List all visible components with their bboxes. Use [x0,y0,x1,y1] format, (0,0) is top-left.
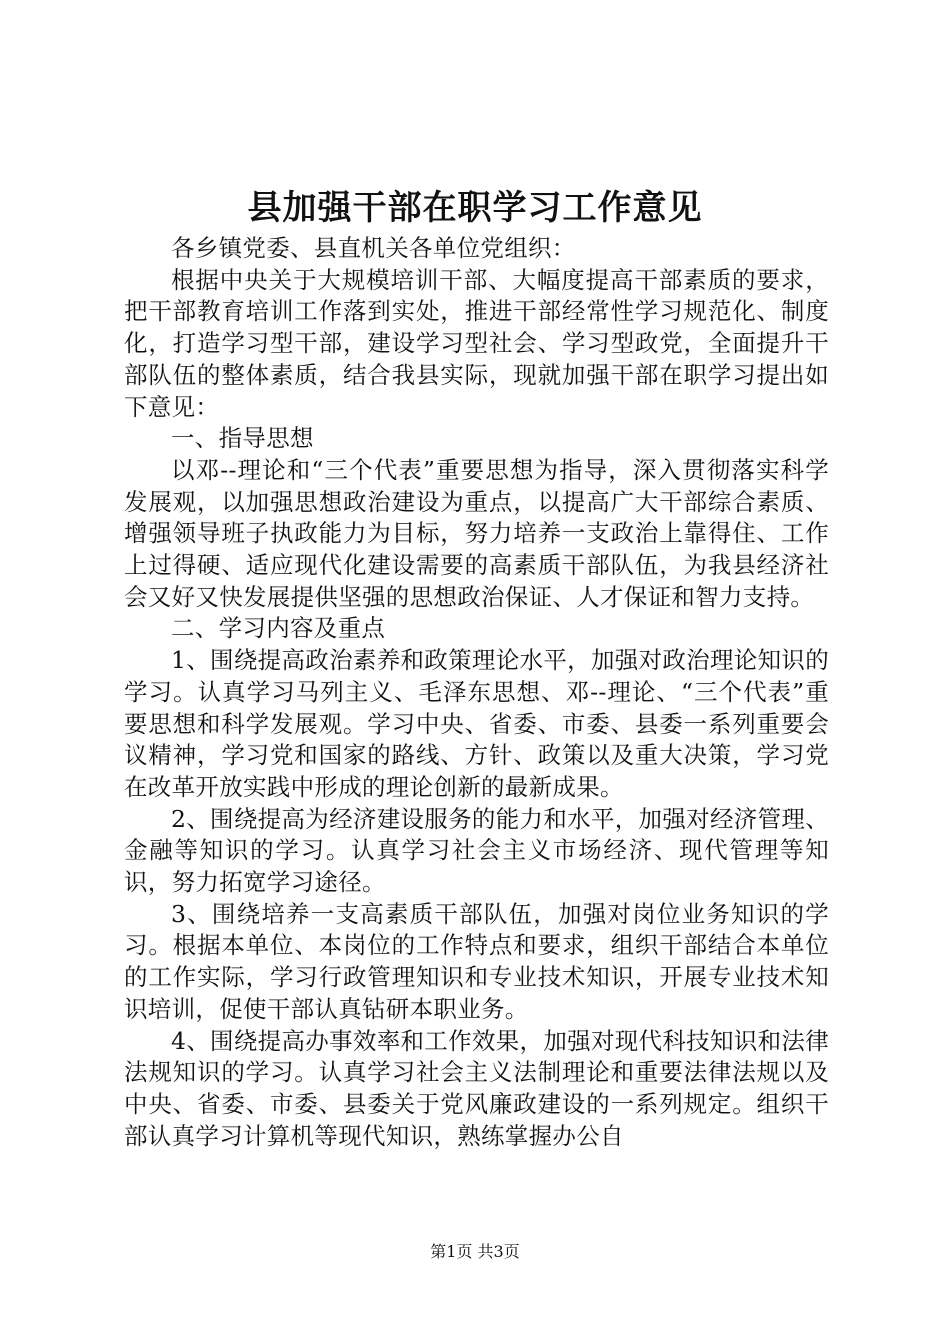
document-body [124,233,829,1152]
study-item-4: 4、围绕提高办事效率和工作效果，加强对现代科技知识和法律法规知识的学习。认真学习社会主义法制理论和重要法律法规以及中央、省委、市委、县委关于党风廉政建设的一系列规定。组织干部认真学习计算机等现代知识，熟练掌握办公自 [124,1026,829,1150]
study-item-2: 2、围绕提高为经济建设服务的能力和水平，加强对经济管理、金融等知识的学习。认真学习社会主义市场经济、现代管理等知识，努力拓宽学习途径。 [124,804,829,897]
study-item-1: 1、围绕提高政治素养和政策理论水平，加强对政治理论知识的学习。认真学习马列主义、毛泽东思想、邓--理论、“三个代表”重要思想和科学发展观。学习中央、省委、市委、县委一系列重要会议精神，学习党和国家的路线、方针、政策以及重大决策，学习党在改革开放实践中形成的理论创新的最新成果。 [124,646,829,801]
document-title: 县加强干部在职学习工作意见 [247,188,703,228]
section-heading-guiding-ideology: 一、指导思想 [171,424,314,453]
salutation: 各乡镇党委、县直机关各单位党组织： [171,234,576,262]
page-footer: 第1页 共3页 [430,1242,520,1261]
intro-paragraph: 根据中央关于大规模培训干部、大幅度提高干部素质的要求，把干部教育培训工作落到实处，推进干部经常性学习规范化、制度化，打造学习型干部，建设学习型社会、学习型政党，全面提升干部队伍的整体素质，结合我县实际，现就加强干部在职学习提出如下意见： [124,265,829,421]
guiding-ideology-paragraph: 以邓--理论和“三个代表”重要思想为指导，深入贯彻落实科学发展观，以加强思想政治建设为重点，以提高广大干部综合素质、增强领导班子执政能力为目标，努力培养一支政治上靠得住、工作上过得硬、适应现代化建设需要的高素质干部队伍，为我县经济社会又好又快发展提供坚强的思想政治保证、人才保证和智力支持。 [124,455,829,611]
section-heading-study-content: 二、学习内容及重点 [171,614,386,643]
study-item-3: 3、围绕培养一支高素质干部队伍，加强对岗位业务知识的学习。根据本单位、本岗位的工作特点和要求，组织干部结合本单位的工作实际，学习行政管理知识和专业技术知识，开展专业技术知识培训，促使干部认真钻研本职业务。 [124,899,829,1023]
